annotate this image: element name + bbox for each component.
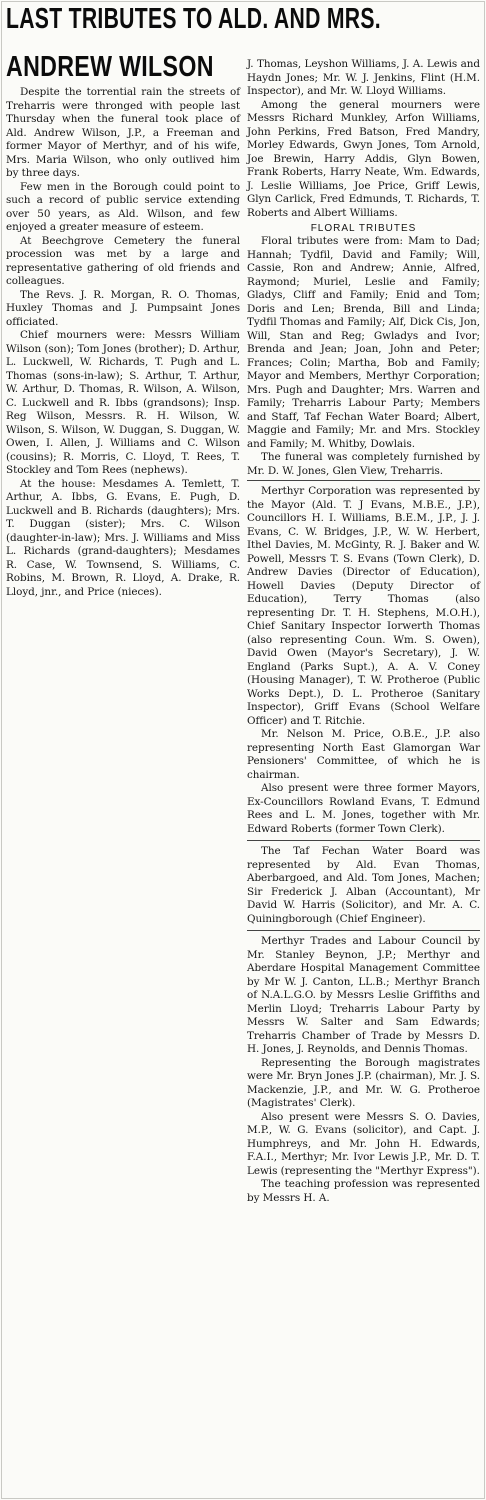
floral-tributes-paragraph: Floral tributes were from: Mam to Dad; Hannah; Tydfil, David and Family; Will, Cassie, Ron and Andrew; Annie, Alfred, Raymond; Muriel, Leslie and Family; Gladys, Cliff and Family; Enid and Tom; Doris and Len; Brenda, Bill and Linda; Tydfil Thomas and Family; Alf, Dick Cis, Jon, Will, Stan and Reg; Gwladys and Ivor; Brenda and Jean; Joan, John and Peter; Frances; Colin; Martha, Bob and Family; Mayor and Members, Merthyr Corporation; Mrs. Pugh and Daughter; Mrs. Warren and Family; Treharris Labour Party; Members and Staff, Taf Fechan Water Board; Albert, Maggie and Family; Mr. and Mrs. Stockley and Family; M. Whitby, Dowlais. bbox=[247, 235, 480, 450]
service-paragraph: Few men in the Borough could point to such a record of public service extending over 50 years, as Ald. Wilson, and few enjoyed a greater measure of esteem. bbox=[6, 180, 240, 233]
also-present-paragraph: Also present were Messrs S. O. Davies, M.P., W. G. Evans (solicitor), and Capt. J. Humphreys, and Mr. John H. Edwards, F.A.I., Merthyr; Mr. Ivor Lewis J.P., Mr. D. T. Lewis (representing the "Merthyr Express"). bbox=[247, 1110, 480, 1177]
headline-line-2: ANDREW WILSON bbox=[6, 51, 214, 83]
column-rule bbox=[247, 840, 480, 841]
chief-mourners-paragraph: Chief mourners were: Messrs William Wilson (son); Tom Jones (brother); D. Arthur, L. Luckwell, W. Richards, T. Pugh and L. Thomas (sons-in-law); S. Arthur, T. Arthur, W. Arthur, D. Thomas, R. Wilson, A. Wilson, C. Luckwell and R. Ibbs (grandsons); Insp. Reg Wilson, Messrs. R. H. Wilson, W. Wilson, S. Wilson, W. Duggan, S. Duggan, W. Owen, I. Allen, J. Williams and C. Wilson (cousins); R. Morris, C. Lloyd, T. Rees, T. Stockley and Tom Rees (nephews). bbox=[6, 329, 240, 476]
magistrates-paragraph: Representing the Borough magistrates were Mr. Bryn Jones J.P. (chairman), Mr. J. S. Mackenzie, J.P., and Mr. W. G. Protheroe (Magistrates' Clerk). bbox=[247, 1056, 480, 1109]
cemetery-paragraph: At Beechgrove Cemetery the funeral procession was met by a large and representative gathering of old friends and colleagues. bbox=[6, 234, 240, 287]
column-rule bbox=[247, 480, 480, 481]
funeral-furnished-paragraph: The funeral was completely furnished by Mr. D. W. Jones, Glen View, Treharris. bbox=[247, 451, 480, 477]
floral-tributes-heading: FLORAL TRIBUTES bbox=[310, 223, 417, 234]
headline-line-1: LAST TRIBUTES TO ALD. AND MRS. bbox=[6, 3, 381, 35]
former-mayors-paragraph: Also present were three former Mayors, Ex-Councillors Rowland Evans, T. Edmund Rees and L. M. Jones, together with Mr. Edward Roberts (former Town Clerk). bbox=[247, 782, 480, 835]
water-board-paragraph: The Taf Fechan Water Board was represented by Ald. Evan Thomas, Aberbargoed, and Ald. Tom Jones, Machen; Sir Frederick J. Alban (Accountant), Mr David W. Harris (Solicitor), and Mr. A. C. Quiningborough (Chief Engineer). bbox=[247, 845, 480, 925]
column-rule bbox=[247, 930, 480, 931]
officiants-paragraph: The Revs. J. R. Morgan, R. O. Thomas, Huxley Thomas and J. Pumpsaint Jones officiated. bbox=[6, 288, 240, 328]
corporation-paragraph: Merthyr Corporation was represented by the Mayor (Ald. T. J Evans, M.B.E., J.P.), Councillors H. I. Williams, B.E.M., J.P., J. J. Evans, C. W. Bridges, J.P., W. W. Herbert, Ithel Davies, M. McGinty, R. J. Baker and W. Powell, Messrs T. S. Evans (Town Clerk), D. Andrew Davies (Director of Education), Howell Davies (Deputy Director of Education), Terry Thomas (also representing Dr. T. H. Stephens, M.O.H.), Chief Sanitary Inspector Iorwerth Thomas (also representing Coun. Wm. S. Owen), David Owen (Mayor's Secretary), J. W. England (Parks Supt.), A. A. V. Coney (Housing Manager), T. W. Protheroe (Public Works Dept.), D. L. Protheroe (Sanitary Inspector), Griff Evans (School Welfare Officer) and T. Ritchie. bbox=[247, 485, 480, 727]
intro-paragraph: Despite the torrential rain the streets of Treharris were thronged with people last Thursday when the funeral took place of Ald. Andrew Wilson, J.P., a Freeman and former Mayor of Merthyr, and of his wife, Mrs. Maria Wilson, who only outlived him by three days. bbox=[6, 86, 240, 179]
house-mourners-paragraph: At the house: Mesdames A. Temlett, T. Arthur, A. Ibbs, G. Evans, E. Pugh, D. Luckwell and B. Richards (daughters); Mrs. T. Duggan (sister); Mrs. C. Wilson (daughter-in-law); Mrs. J. Williams and Miss L. Richards (grand-daughters); Mesdames R. Case, W. Townsend, S. Williams, C. Robins, M. Brown, R. Lloyd, A. Drake, R. Lloyd, jnr., and Price (nieces). bbox=[6, 477, 240, 598]
trades-council-paragraph: Merthyr Trades and Labour Council by Mr. Stanley Beynon, J.P.; Merthyr and Aberdare Hospital Management Committee by Mr W. J. Canton, LL.B.; Merthyr Branch of N.A.L.G.O. by Messrs Leslie Griffiths and Merlin Lloyd; Treharris Labour Party by Messrs W. Salter and Sam Edwards; Treharris Chamber of Trade by Messrs D. H. Jones, J. Reynolds, and Dennis Thomas. bbox=[247, 935, 480, 1055]
pensioners-paragraph: Mr. Nelson M. Price, O.B.E., J.P. also representing North East Glamorgan War Pensioners' Committee, of which he is chairman. bbox=[247, 728, 480, 781]
right-column bbox=[247, 58, 480, 1205]
left-column bbox=[6, 86, 240, 599]
teaching-profession-paragraph: The teaching profession was represented by Messrs H. A. bbox=[247, 1178, 480, 1204]
continued-paragraph: J. Thomas, Leyshon Williams, J. A. Lewis and Haydn Jones; Mr. W. J. Jenkins, Flint (H.M. Inspector), and Mr. W. Lloyd Williams. bbox=[247, 58, 480, 97]
general-mourners-paragraph: Among the general mourners were Messrs Richard Munkley, Arfon Williams, John Perkins, Fred Batson, Fred Mandry, Morley Edwards, Gwyn Jones, Tom Arnold, Joe Brewin, Harry Addis, Glyn Bowen, Frank Roberts, Harry Neate, Wm. Edwards, J. Leslie Williams, Joe Price, Griff Lewis, Glyn Carlick, Fred Edmunds, T. Richards, T. Roberts and Albert Williams. bbox=[247, 98, 480, 219]
